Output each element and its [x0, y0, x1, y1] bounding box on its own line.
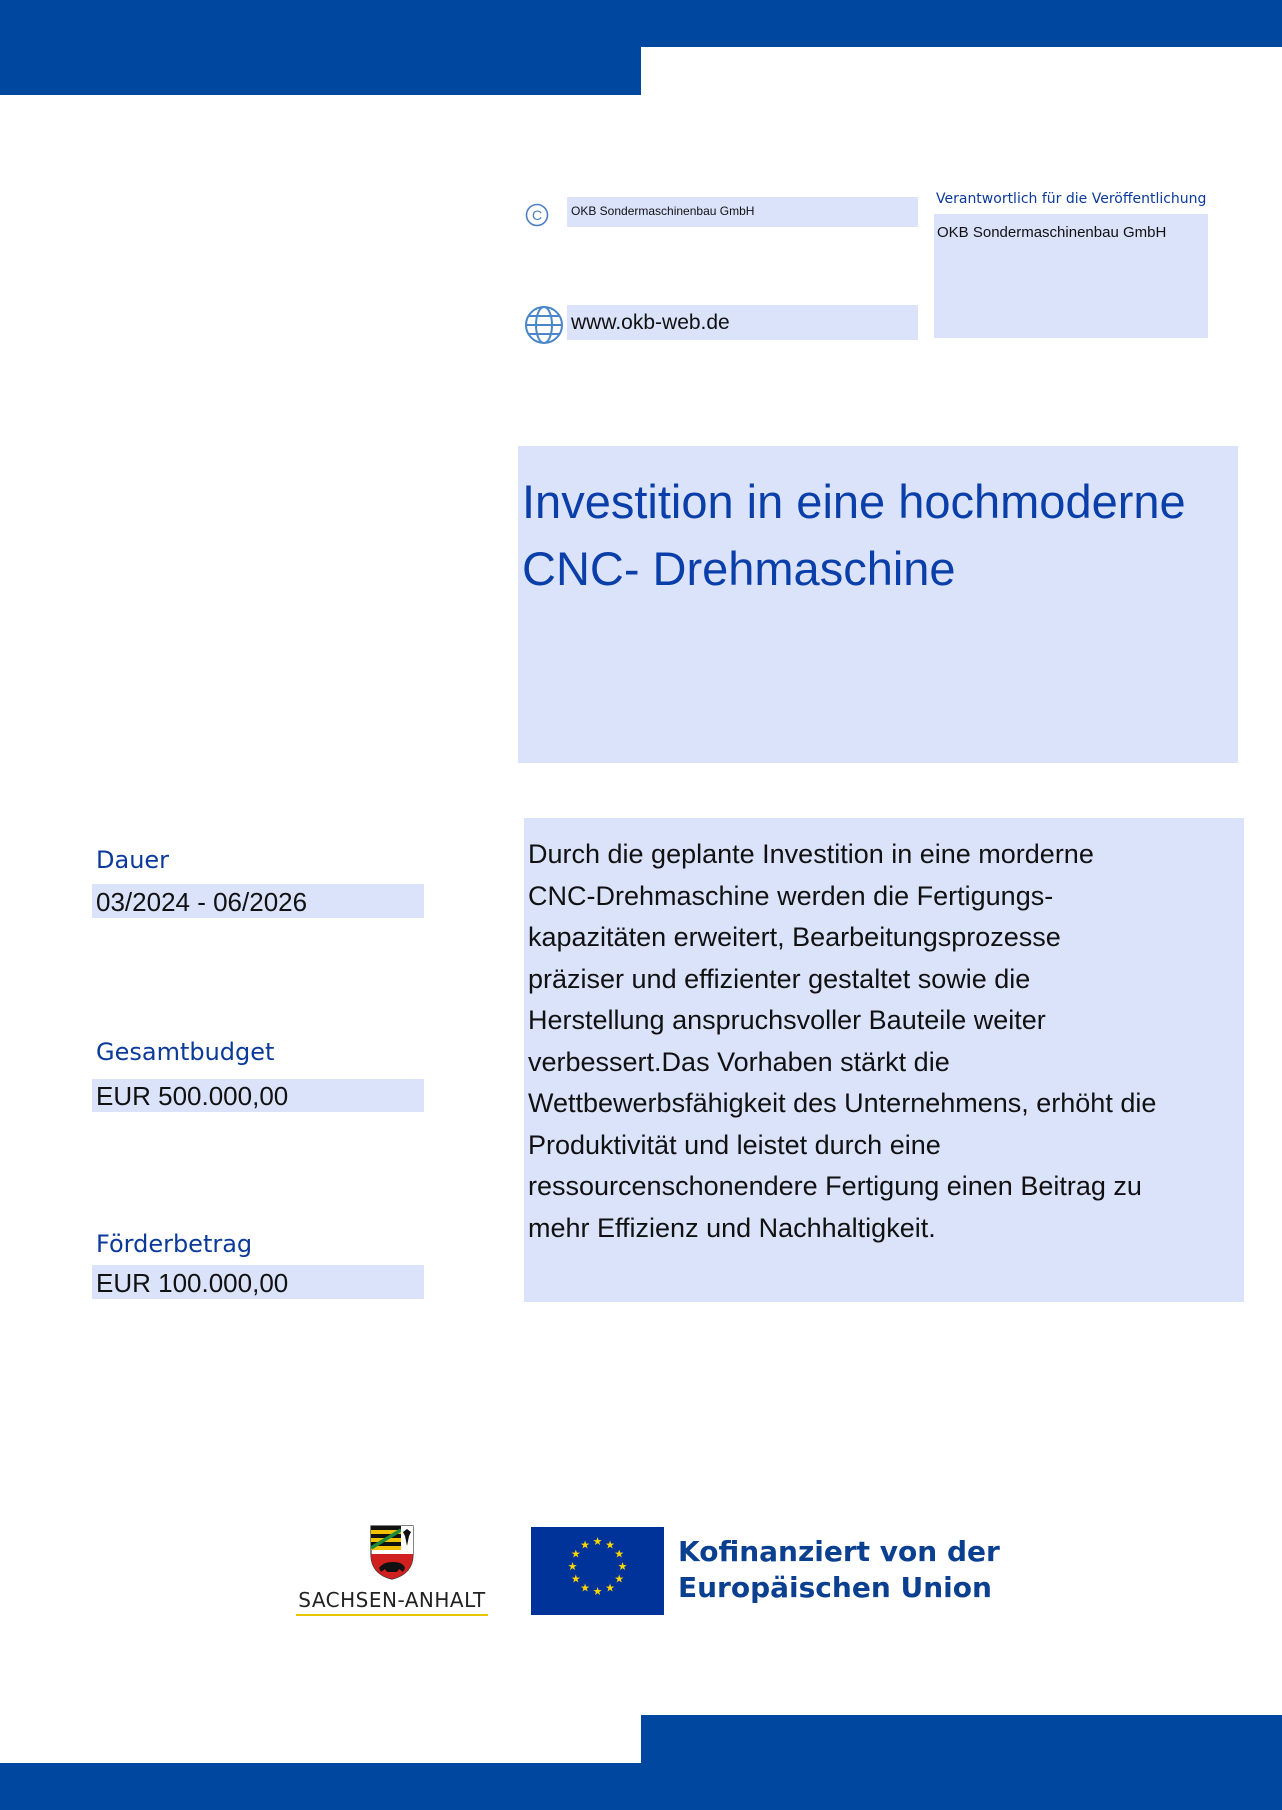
sachsen-anhalt-logo — [294, 1524, 490, 1616]
svg-text:★: ★ — [614, 1547, 625, 1561]
svg-text:★: ★ — [580, 1538, 590, 1552]
svg-text:★: ★ — [580, 1581, 590, 1595]
duration-label: Dauer — [96, 846, 170, 874]
description-line: verbessert.Das Vorhaben stärkt die — [528, 1046, 950, 1077]
description-line: ressourcenschonendere Fertigung einen Beitrag zu — [528, 1171, 1142, 1201]
budget-label: Gesamtbudget — [96, 1038, 275, 1066]
project-description-box — [524, 818, 1244, 1302]
sachsen-anhalt-coat-of-arms — [369, 1524, 415, 1580]
sachsen-anhalt-wordmark: SACHSEN-ANHALT — [298, 1588, 486, 1612]
top-band-left — [0, 0, 641, 95]
svg-text:★: ★ — [617, 1560, 628, 1573]
sachsen-anhalt-underline — [296, 1614, 488, 1616]
project-title — [522, 468, 1234, 602]
responsible-label: Verantwortlich für die Veröffentlichung — [936, 191, 1207, 207]
eu-cofinanced-line-1: Kofinanziert von der — [678, 1535, 1000, 1568]
duration-value: 03/2024 - 06/2026 — [96, 887, 308, 917]
project-description — [528, 834, 1246, 1249]
project-title-box — [518, 446, 1238, 763]
description-line: präziser und effizienter gestaltet sowie die — [528, 963, 1031, 994]
globe-icon — [524, 305, 564, 345]
description-line: Herstellung anspruchsvoller Bauteile weiter — [528, 1005, 1046, 1035]
budget-field — [92, 1079, 424, 1112]
funding-label: Förderbetrag — [96, 1230, 253, 1258]
svg-text:★: ★ — [570, 1572, 581, 1586]
eu-cofinanced-line-2: Europäischen Union — [678, 1571, 992, 1604]
project-title-line-1: Investition in eine hochmoderne — [522, 475, 1186, 528]
bottom-band-full — [0, 1763, 1282, 1810]
svg-text:★: ★ — [570, 1547, 581, 1561]
website-link[interactable]: www.okb-web.de — [571, 311, 730, 334]
svg-text:★: ★ — [605, 1538, 615, 1552]
copyright-holder-field — [567, 197, 918, 227]
funding-value: EUR 100.000,00 — [96, 1268, 289, 1298]
svg-text:C: C — [531, 207, 543, 223]
svg-text:★: ★ — [592, 1585, 603, 1598]
description-line: Durch die geplante Investition in eine morderne — [528, 839, 1094, 869]
description-line: kapazitäten erweitert, Bearbeitungsprozesse — [528, 922, 1061, 952]
eu-flag — [531, 1527, 664, 1615]
svg-text:★: ★ — [605, 1581, 615, 1595]
responsible-field — [934, 214, 1208, 338]
description-line: mehr Effizienz und Nachhaltigkeit. — [528, 1212, 936, 1243]
website-field[interactable] — [567, 305, 918, 340]
copyright-icon — [525, 203, 549, 227]
svg-text:★: ★ — [567, 1560, 578, 1573]
svg-text:★: ★ — [592, 1535, 603, 1548]
project-title-line-2: CNC- Drehmaschine — [522, 542, 956, 595]
description-line: Produktivität und leistet durch eine — [528, 1129, 941, 1160]
funding-field — [92, 1265, 424, 1299]
svg-text:★: ★ — [614, 1572, 625, 1586]
duration-field — [92, 884, 424, 918]
budget-value: EUR 500.000,00 — [96, 1081, 289, 1111]
description-line: Wettbewerbsfähigkeit des Unternehmens, erhöht die — [528, 1088, 1157, 1118]
description-line: CNC-Drehmaschine werden die Fertigungs- — [528, 880, 1054, 911]
copyright-holder: OKB Sondermaschinenbau GmbH — [571, 204, 755, 218]
responsible-value: OKB Sondermaschinenbau GmbH — [937, 224, 1167, 241]
